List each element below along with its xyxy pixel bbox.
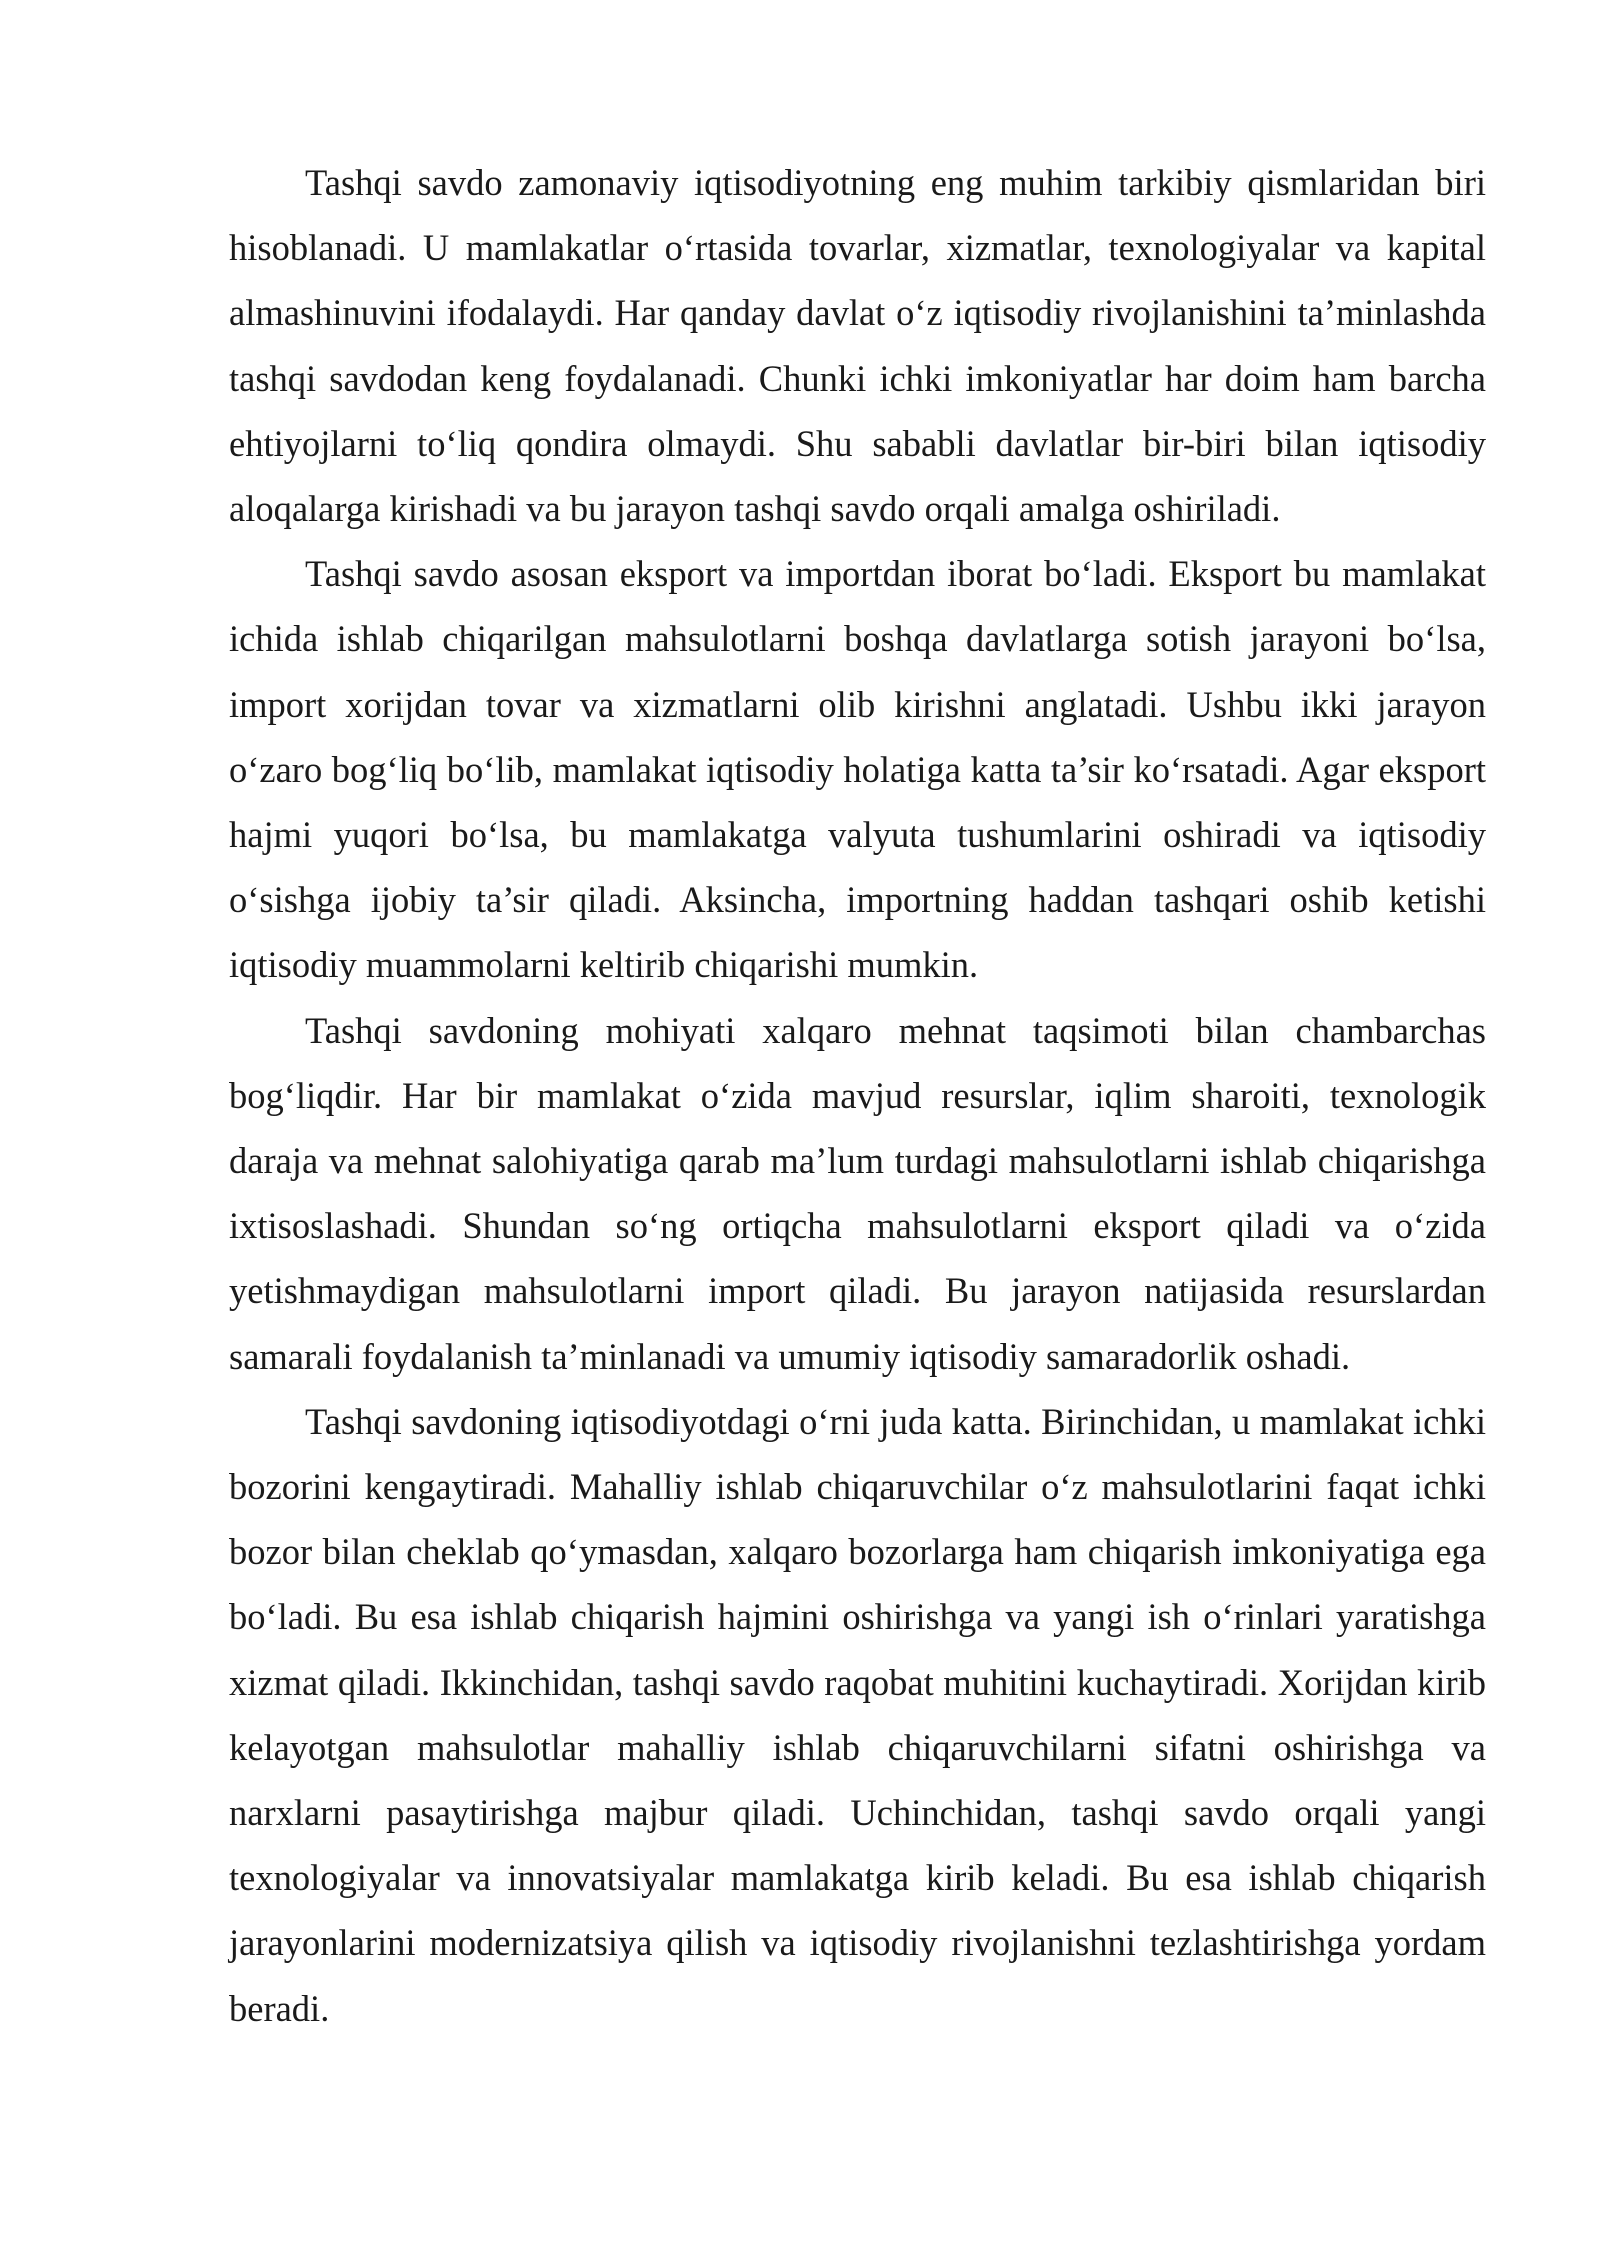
paragraph-1: Tashqi savdo zamonaviy iqtisodiyotning eng muhim tarkibiy qismlaridan biri hisoblanadi. U mamlakatlar o‘rtasida tovarlar, xizmatlar, texnologiyalar va kapital almashinuvini ifodalaydi. Har qanday davlat o‘z iqtisodiy rivojlanishini ta’minlashda tashqi savdodan keng foydalanadi. Chunki ichki imkoniyatlar har doim ham barcha ehtiyojlarni to‘liq qondira olmaydi. Shu sababli davlatlar bir-biri bilan iqtisodiy aloqalarga kirishadi va bu jarayon tashqi savdo orqali amalga oshiriladi.: [229, 162, 1486, 530]
paragraph-2: Tashqi savdo asosan eksport va importdan iborat bo‘ladi. Eksport bu mamlakat ichida ishlab chiqarilgan mahsulotlarni boshqa davlatlarga sotish jarayoni bo‘lsa, import xorijdan tovar va xizmatlarni olib kirishni anglatadi. Ushbu ikki jarayon o‘zaro bog‘liq bo‘lib, mamlakat iqtisodiy holatiga katta ta’sir ko‘rsatadi. Agar eksport hajmi yuqori bo‘lsa, bu mamlakatga valyuta tushumlarini oshiradi va iqtisodiy o‘sishga ijobiy ta’sir qiladi. Aksincha, importning haddan tashqari oshib ketishi iqtisodiy muammolarni keltirib chiqarishi mumkin.: [229, 553, 1486, 986]
paragraph-3: Tashqi savdoning mohiyati xalqaro mehnat taqsimoti bilan chambarchas bog‘liqdir. Har bir mamlakat o‘zida mavjud resurslar, iqlim sharoiti, texnologik daraja va mehnat salohiyatiga qarab ma’lum turdagi mahsulotlarni ishlab chiqarishga ixtisoslashadi. Shundan so‘ng ortiqcha mahsulotlarni eksport qiladi va o‘zida yetishmaydigan mahsulotlarni import qiladi. Bu jarayon natijasida resurslardan samarali foydalanish ta’minlanadi va umumiy iqtisodiy samaradorlik oshadi.: [229, 1009, 1486, 1377]
document-body: [229, 150, 1486, 2041]
paragraph-4: Tashqi savdoning iqtisodiyotdagi o‘rni juda katta. Birinchidan, u mamlakat ichki bozorini kengaytiradi. Mahalliy ishlab chiqaruvchilar o‘z mahsulotlarini faqat ichki bozor bilan cheklab qo‘ymasdan, xalqaro bozorlarga ham chiqarish imkoniyatiga ega bo‘ladi. Bu esa ishlab chiqarish hajmini oshirishga va yangi ish o‘rinlari yaratishga xizmat qiladi. Ikkinchidan, tashqi savdo raqobat muhitini kuchaytiradi. Xorijdan kirib kelayotgan mahsulotlar mahalliy ishlab chiqaruvchilarni sifatni oshirishga va narxlarni pasaytirishga majbur qiladi. Uchinchidan, tashqi savdo orqali yangi texnologiyalar va innovatsiyalar mamlakatga kirib keladi. Bu esa ishlab chiqarish jarayonlarini modernizatsiya qilish va iqtisodiy rivojlanishni tezlashtirishga yordam beradi.: [229, 1400, 1486, 2029]
